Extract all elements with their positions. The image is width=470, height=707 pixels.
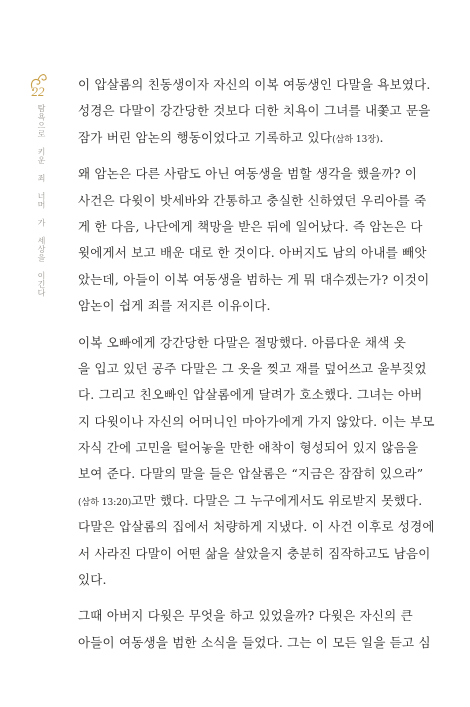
paragraph	[78, 72, 431, 151]
scripture-reference: (삼하 13장)	[332, 134, 380, 145]
text-line: 게 한 다음, 나단에게 책망을 받은 뒤에 일어났다. 즉 암논은 다	[78, 218, 423, 234]
text-line: 서 사라진 다말이 어떤 삶을 살았을지 충분히 짐작하고도 남음이	[78, 545, 431, 561]
text-line: 자식 간에 고민을 털어놓을 만한 애착이 형성되어 있지 않음을	[78, 440, 419, 456]
text-segment: .	[379, 129, 384, 145]
text-segment: 잠가 버린 암논의 행동이었다고 기록하고 있다	[78, 129, 333, 145]
scripture-reference: (삼하 13:20)	[78, 497, 132, 508]
flourish-ornament-icon	[28, 58, 48, 108]
text-line: 이 압살롬의 친동생이자 자신의 이복 여동생인 다말을 욕보였다.	[78, 77, 431, 92]
text-line: 사건은 다윗이 밧세바와 간통하고 충실한 신하였던 우리아를 죽	[78, 192, 427, 208]
text-line: 았는데, 아들이 이복 여동생을 범하는 게 뭐 대수겠는가? 이것이	[78, 271, 430, 287]
paragraph	[78, 161, 430, 319]
text-line: 을 입고 있던 공주 다말은 그 옷을 찢고 재를 덮어쓰고 울부짖었	[78, 360, 427, 376]
text-line: 성경은 다말이 강간당한 것보다 더한 치욕이 그녀를 내쫓고 문을	[78, 103, 431, 119]
text-line: 왜 암논은 다른 사람도 아닌 여동생을 범할 생각을 했을까? 이	[78, 166, 418, 182]
text-line: 보여 준다. 다말의 말을 들은 압살롬은 “지금은 잠잠히 있으라”	[78, 466, 424, 482]
text-line: 다. 그리고 친오빠인 압살롬에게 달려가 호소했다. 그녀는 아버	[78, 387, 423, 403]
body-text	[78, 72, 435, 666]
text-line: 암논이 쉽게 죄를 저지른 이유이다.	[78, 298, 271, 314]
text-line	[78, 488, 423, 514]
text-line: 있다.	[78, 572, 107, 588]
text-line: 이복 오빠에게 강간당한 다말은 절망했다. 아름다운 채색 옷	[78, 334, 406, 350]
text-line: 다말은 압살롬의 집에서 처량하게 지냈다. 이 사건 이후로 성경에	[78, 519, 435, 535]
text-line	[78, 125, 404, 151]
paragraph	[78, 603, 431, 656]
text-segment: 고만 했다. 다말은 그 누구에게서도 위로받지 못했다.	[131, 492, 423, 508]
text-line: 지 다윗이나 자신의 어머니인 마아가에게 가지 않았다. 이는 부모	[78, 413, 435, 429]
text-line: 아들이 여동생을 범한 소식을 들었다. 그는 이 모든 일을 듣고 심	[78, 634, 431, 650]
text-line: 그때 아버지 다윗은 무엇을 하고 있었을까? 다윗은 자신의 큰	[78, 608, 413, 624]
page-number: 22	[31, 84, 45, 99]
paragraph	[78, 330, 435, 594]
running-title: 탐욕으로 키운 죄 너머 가 세상을 이긴다	[37, 104, 46, 297]
text-line: 윗에게서 보고 배운 대로 한 것이다. 아버지도 남의 아내를 빼앗	[78, 245, 427, 261]
